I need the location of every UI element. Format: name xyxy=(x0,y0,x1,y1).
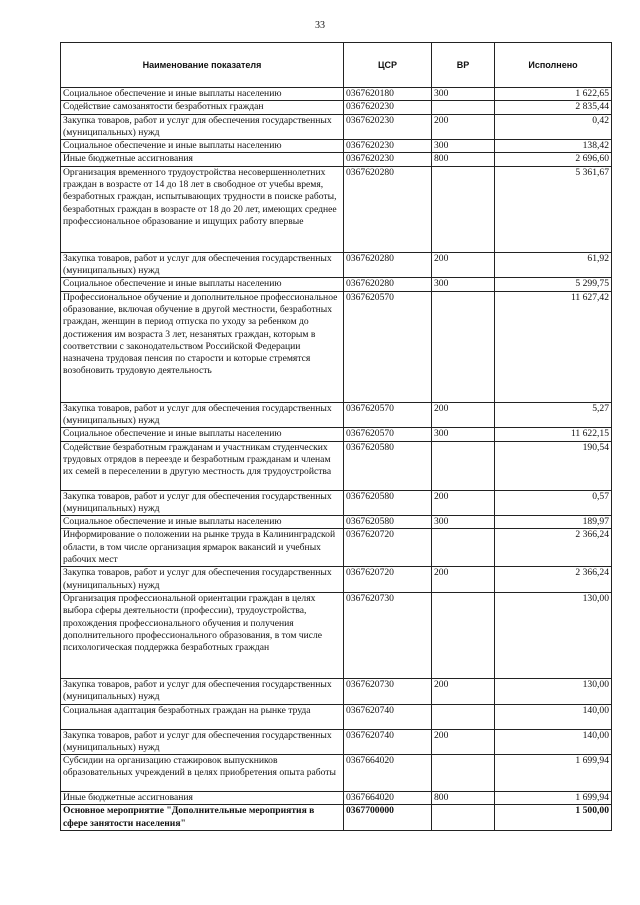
row-csr-cell: 0367620230 xyxy=(344,153,432,166)
row-csr-cell: 0367620230 xyxy=(344,140,432,153)
row-vr-cell xyxy=(432,101,495,114)
table-body xyxy=(61,88,612,831)
table-row xyxy=(61,529,612,567)
row-vr-cell: 200 xyxy=(432,490,495,516)
row-executed-cell: 61,92 xyxy=(495,252,612,278)
table-row xyxy=(61,441,612,490)
row-csr-cell: 0367620580 xyxy=(344,441,432,490)
row-vr-cell: 200 xyxy=(432,114,495,140)
table-row xyxy=(61,592,612,678)
row-executed-cell: 130,00 xyxy=(495,592,612,678)
row-name-cell: Организация профессиональной ориентации граждан в целях выбора сферы деятельности (профессии), трудоустройства, прохождения профессионального обучения и получения дополнительного профессионального образования, в том числе психологическая поддержка безработных граждан xyxy=(61,592,344,678)
table-row xyxy=(61,567,612,593)
row-executed-cell: 2 835,44 xyxy=(495,101,612,114)
header-vr: ВР xyxy=(432,43,495,88)
row-name-cell: Иные бюджетные ассигнования xyxy=(61,792,344,805)
table-row xyxy=(61,516,612,529)
row-csr-cell: 0367620740 xyxy=(344,729,432,755)
row-vr-cell: 200 xyxy=(432,678,495,704)
row-vr-cell xyxy=(432,704,495,729)
row-csr-cell: 0367664020 xyxy=(344,755,432,792)
row-vr-cell: 300 xyxy=(432,516,495,529)
row-executed-cell: 190,54 xyxy=(495,441,612,490)
table-row xyxy=(61,140,612,153)
row-name-cell: Социальное обеспечение и иные выплаты населению xyxy=(61,88,344,101)
row-executed-cell: 2 366,24 xyxy=(495,567,612,593)
row-csr-cell: 0367620570 xyxy=(344,428,432,441)
row-vr-cell xyxy=(432,592,495,678)
row-name-cell: Закупка товаров, работ и услуг для обеспечения государственных (муниципальных) нужд xyxy=(61,490,344,516)
row-vr-cell: 200 xyxy=(432,402,495,428)
row-name-cell: Социальное обеспечение и иные выплаты населению xyxy=(61,516,344,529)
row-executed-cell: 11 622,15 xyxy=(495,428,612,441)
table-row xyxy=(61,490,612,516)
row-csr-cell: 0367620720 xyxy=(344,529,432,567)
row-name-cell: Содействие самозанятости безработных граждан xyxy=(61,101,344,114)
row-name-cell: Закупка товаров, работ и услуг для обеспечения государственных (муниципальных) нужд xyxy=(61,402,344,428)
table-row xyxy=(61,402,612,428)
row-executed-cell: 1 699,94 xyxy=(495,755,612,792)
table-row xyxy=(61,678,612,704)
row-executed-cell: 140,00 xyxy=(495,704,612,729)
row-csr-cell: 0367620280 xyxy=(344,278,432,291)
table-row xyxy=(61,291,612,402)
row-name-cell: Профессиональное обучение и дополнительное профессиональное образование, включая обучение в другой местности, безработных граждан, женщин в период отпуска по уходу за ребенком до достижения им возраста 3 лет, незанятых граждан, которым в соответствии с законодательством Российской Федерации назначена трудовая пенсия по старости и которые стремятся возобновить трудовую деятельность xyxy=(61,291,344,402)
row-vr-cell xyxy=(432,805,495,831)
row-name-cell: Социальное обеспечение и иные выплаты населению xyxy=(61,140,344,153)
row-csr-cell: 0367620230 xyxy=(344,114,432,140)
row-vr-cell: 800 xyxy=(432,153,495,166)
table-header-row xyxy=(61,43,612,88)
row-csr-cell: 0367620570 xyxy=(344,291,432,402)
row-csr-cell: 0367700000 xyxy=(344,805,432,831)
row-vr-cell xyxy=(432,441,495,490)
table-row xyxy=(61,755,612,792)
row-executed-cell: 140,00 xyxy=(495,729,612,755)
row-executed-cell: 1 500,00 xyxy=(495,805,612,831)
row-name-cell: Закупка товаров, работ и услуг для обеспечения государственных (муниципальных) нужд xyxy=(61,678,344,704)
row-vr-cell: 300 xyxy=(432,88,495,101)
row-executed-cell: 5 361,67 xyxy=(495,166,612,252)
table-row xyxy=(61,166,612,252)
row-vr-cell: 200 xyxy=(432,252,495,278)
row-csr-cell: 0367664020 xyxy=(344,792,432,805)
header-name: Наименование показателя xyxy=(61,43,344,88)
row-csr-cell: 0367620280 xyxy=(344,252,432,278)
row-name-cell: Организация временного трудоустройства несовершеннолетних граждан в возрасте от 14 до 18 лет в свободное от учебы время, безработных граждан, испытывающих трудности в поиске работы, безработных граждан в возрасте от 18 до 20 лет, имеющих среднее профессиональное образование и ищущих работу впервые xyxy=(61,166,344,252)
row-csr-cell: 0367620230 xyxy=(344,101,432,114)
row-csr-cell: 0367620280 xyxy=(344,166,432,252)
table-row xyxy=(61,704,612,729)
row-name-cell: Основное мероприятие "Дополнительные мероприятия в сфере занятости населения" xyxy=(61,805,344,831)
page-number: 33 xyxy=(315,20,325,31)
table-row xyxy=(61,428,612,441)
row-name-cell: Закупка товаров, работ и услуг для обеспечения государственных (муниципальных) нужд xyxy=(61,729,344,755)
header-executed: Исполнено xyxy=(495,43,612,88)
row-executed-cell: 5 299,75 xyxy=(495,278,612,291)
row-name-cell: Субсидии на организацию стажировок выпускников образовательных учреждений в целях приобретения опыта работы xyxy=(61,755,344,792)
row-vr-cell: 300 xyxy=(432,140,495,153)
row-executed-cell: 11 627,42 xyxy=(495,291,612,402)
row-vr-cell xyxy=(432,166,495,252)
table-row xyxy=(61,114,612,140)
row-vr-cell xyxy=(432,755,495,792)
row-name-cell: Закупка товаров, работ и услуг для обеспечения государственных (муниципальных) нужд xyxy=(61,252,344,278)
row-csr-cell: 0367620740 xyxy=(344,704,432,729)
header-csr: ЦСР xyxy=(344,43,432,88)
row-executed-cell: 0,57 xyxy=(495,490,612,516)
row-csr-cell: 0367620580 xyxy=(344,490,432,516)
row-executed-cell: 2 696,60 xyxy=(495,153,612,166)
row-executed-cell: 1 699,94 xyxy=(495,792,612,805)
table-row xyxy=(61,88,612,101)
row-vr-cell: 300 xyxy=(432,428,495,441)
row-csr-cell: 0367620570 xyxy=(344,402,432,428)
table-row xyxy=(61,805,612,831)
row-csr-cell: 0367620730 xyxy=(344,592,432,678)
row-executed-cell: 1 622,65 xyxy=(495,88,612,101)
row-executed-cell: 130,00 xyxy=(495,678,612,704)
row-vr-cell: 200 xyxy=(432,567,495,593)
table-row xyxy=(61,153,612,166)
row-name-cell: Закупка товаров, работ и услуг для обеспечения государственных (муниципальных) нужд xyxy=(61,114,344,140)
table-row xyxy=(61,252,612,278)
table-row xyxy=(61,101,612,114)
row-name-cell: Информирование о положении на рынке труда в Калининградской области, в том числе организация ярмарок вакансий и учебных рабочих мест xyxy=(61,529,344,567)
row-name-cell: Социальная адаптация безработных граждан на рынке труда xyxy=(61,704,344,729)
row-name-cell: Содействие безработным гражданам и участникам студенческих трудовых отрядов в переезде и безработным гражданам и членам их семей в переселении в другую местность для трудоустройства xyxy=(61,441,344,490)
row-name-cell: Социальное обеспечение и иные выплаты населению xyxy=(61,428,344,441)
row-vr-cell xyxy=(432,529,495,567)
row-csr-cell: 0367620580 xyxy=(344,516,432,529)
row-executed-cell: 138,42 xyxy=(495,140,612,153)
row-vr-cell: 800 xyxy=(432,792,495,805)
table-row xyxy=(61,278,612,291)
table-row xyxy=(61,729,612,755)
budget-table xyxy=(60,42,612,831)
row-executed-cell: 189,97 xyxy=(495,516,612,529)
row-csr-cell: 0367620720 xyxy=(344,567,432,593)
row-executed-cell: 5,27 xyxy=(495,402,612,428)
row-name-cell: Социальное обеспечение и иные выплаты населению xyxy=(61,278,344,291)
table-row xyxy=(61,792,612,805)
row-name-cell: Иные бюджетные ассигнования xyxy=(61,153,344,166)
row-vr-cell: 300 xyxy=(432,278,495,291)
row-csr-cell: 0367620730 xyxy=(344,678,432,704)
row-executed-cell: 2 366,24 xyxy=(495,529,612,567)
row-vr-cell: 200 xyxy=(432,729,495,755)
row-name-cell: Закупка товаров, работ и услуг для обеспечения государственных (муниципальных) нужд xyxy=(61,567,344,593)
row-executed-cell: 0,42 xyxy=(495,114,612,140)
row-csr-cell: 0367620180 xyxy=(344,88,432,101)
row-vr-cell xyxy=(432,291,495,402)
